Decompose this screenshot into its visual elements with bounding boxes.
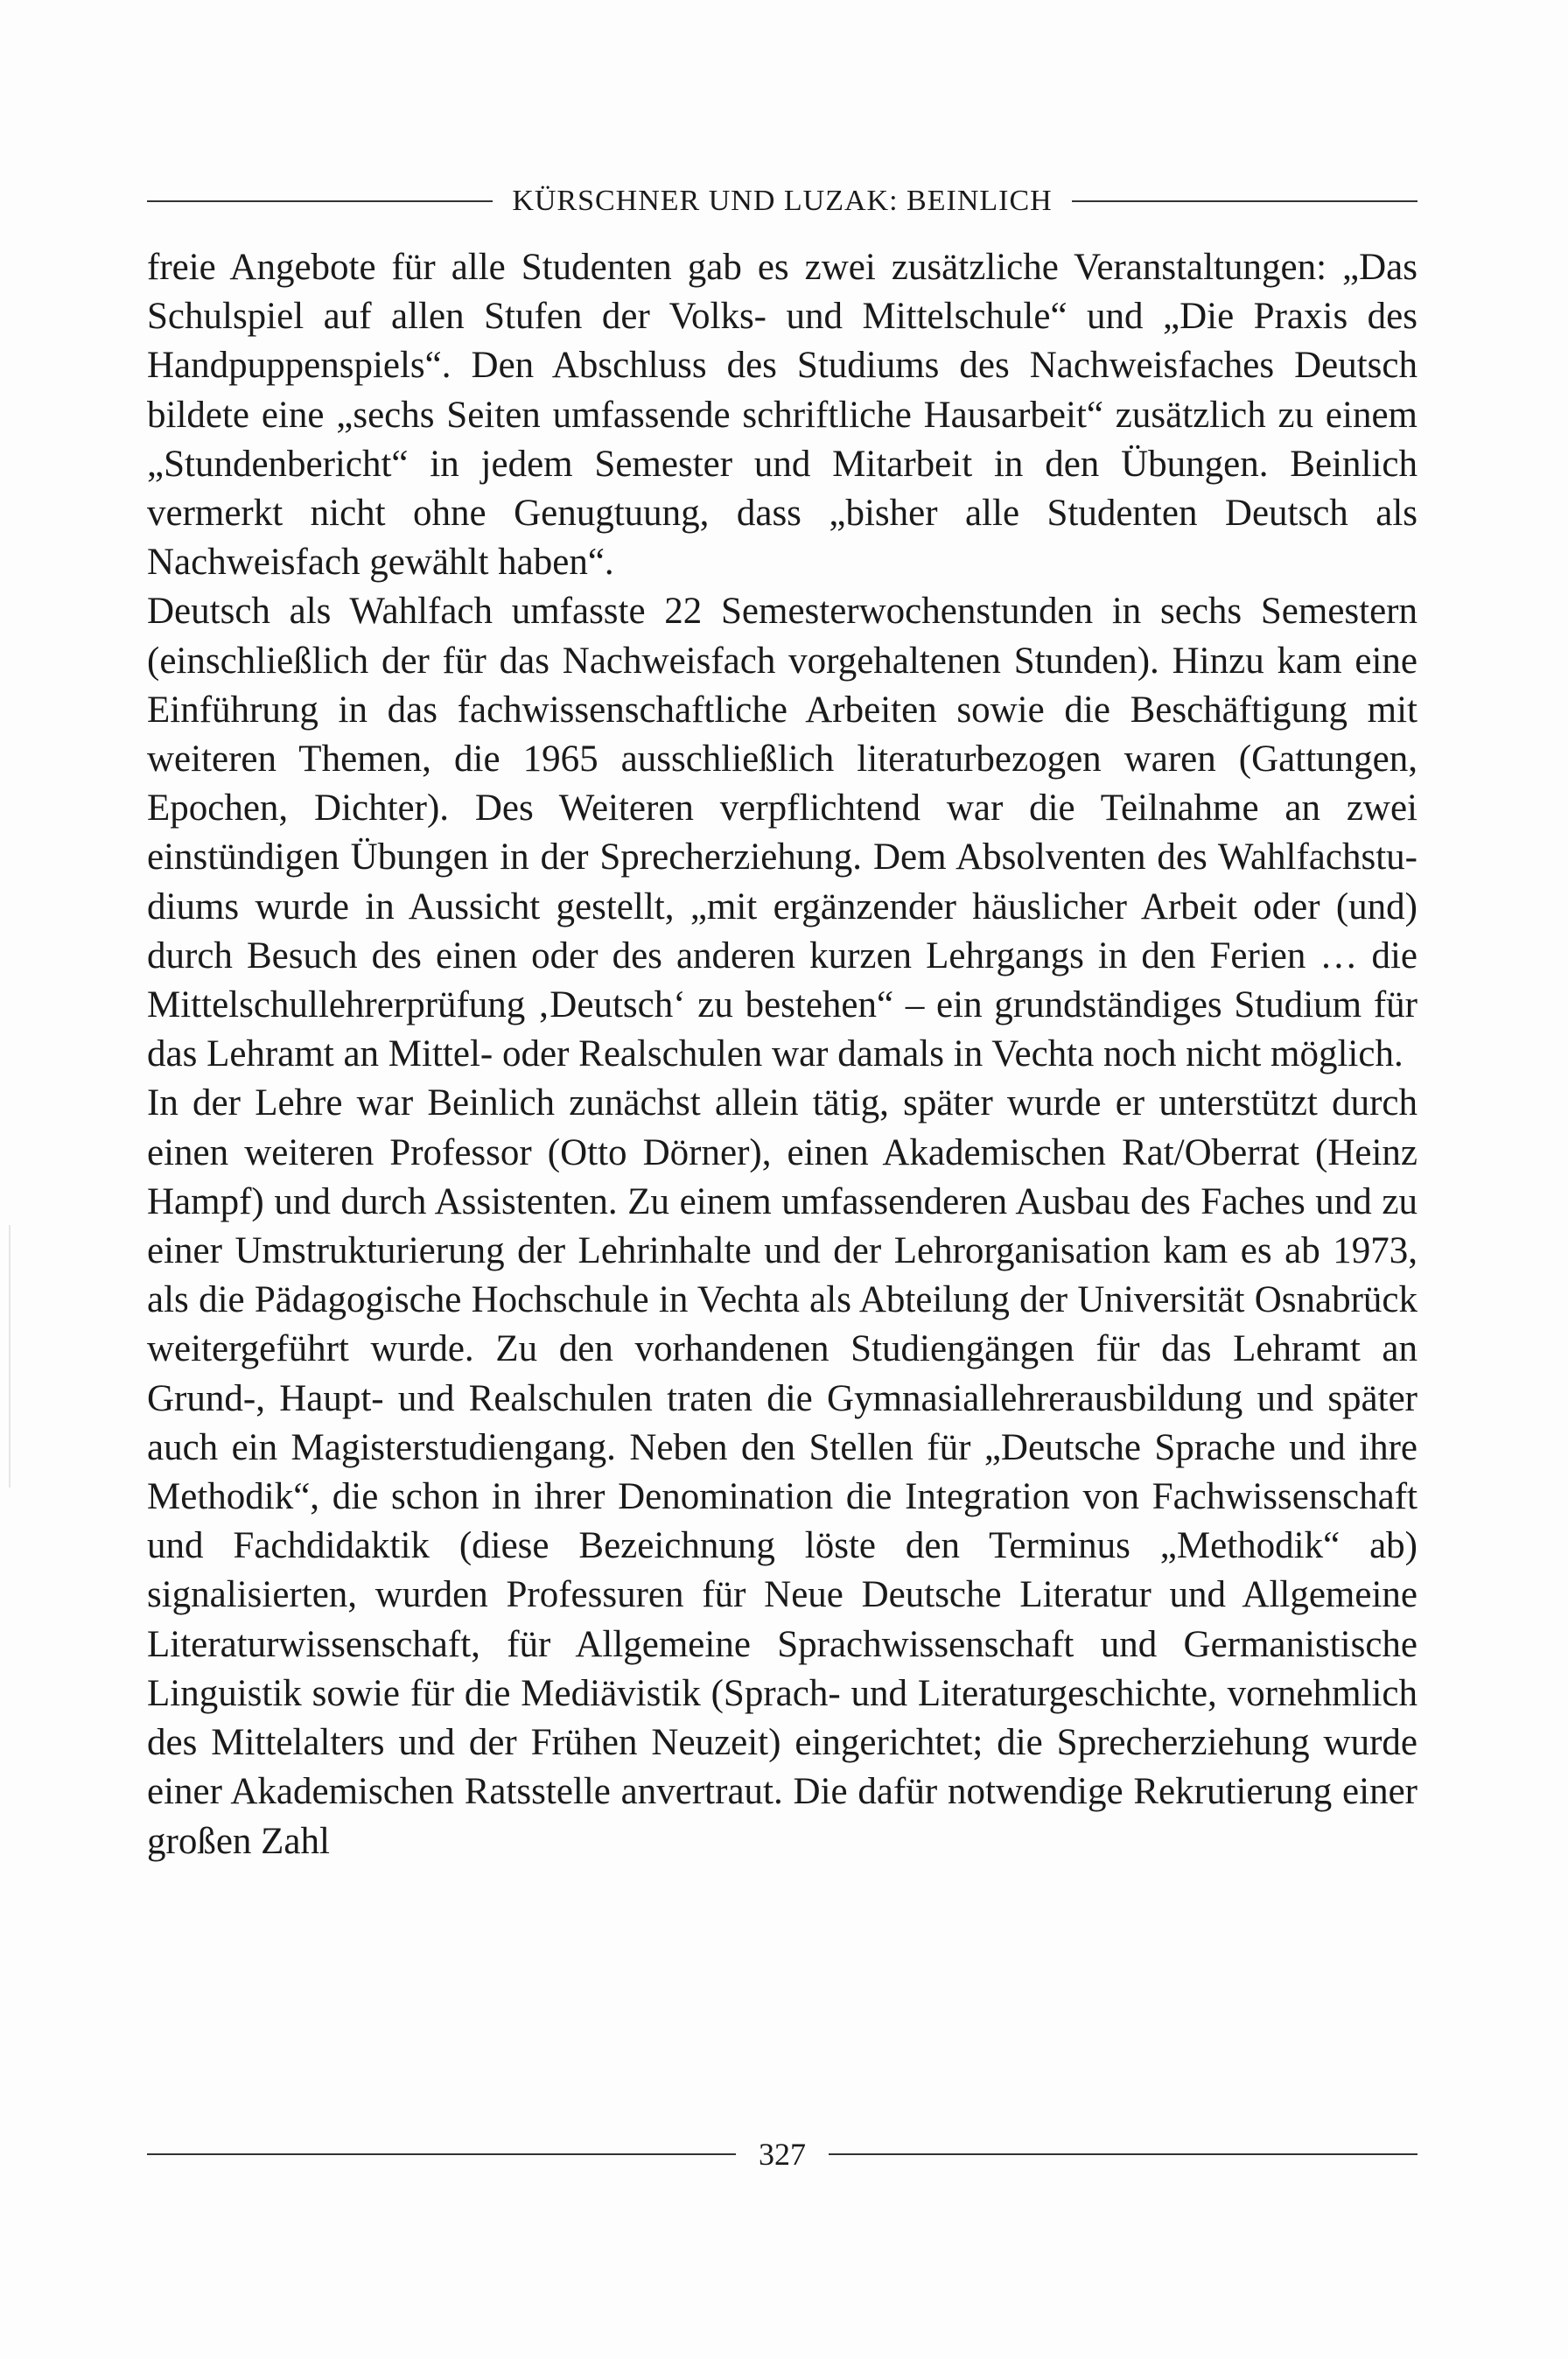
footer-rule-left	[147, 2153, 736, 2155]
header-rule-right	[1072, 200, 1418, 202]
page-footer	[147, 2128, 1418, 2180]
page-number: 327	[759, 2137, 806, 2172]
scan-edge-mark	[9, 1225, 10, 1488]
running-header	[147, 175, 1418, 228]
header-rule-left	[147, 200, 493, 202]
body-text	[147, 243, 1418, 1866]
paragraph-1: freie Angebote für alle Studenten gab es zwei zusätzliche Veranstaltungen: „Das Schulspiel auf allen Stufen der Volks- und Mittelschule“ und „Die Praxis des Handpuppenspiels“. Den Abschluss des Studiums des Nachweisfaches Deutsch bildete eine „sechs Seiten umfassende schriftliche Hausarbeit“ zusätzlich zu einem „Stundenbericht“ in jedem Semester und Mitarbeit in den Übungen. Beinlich vermerkt nicht ohne Genugtuung, dass „bisher alle Studenten Deutsch als Nachweisfach gewählt haben“.	[147, 247, 1418, 584]
paragraph-3: In der Lehre war Beinlich zunächst allein tätig, später wurde er unterstützt durch einen weiteren Professor (Otto Dörner), einen Akademischen Rat/Oberrat (Heinz Hampf) und durch Assistenten. Zu einem umfassenderen Ausbau des Faches und zu einer Umstrukturierung der Lehrinhalte und der Lehrorganisation kam es ab 1973, als die Pädagogische Hochschule in Vechta als Abteilung der Universität Osnabrück weitergeführt wurde. Zu den vorhandenen Studiengängen für das Lehramt an Grund-, Haupt- und Realschulen traten die Gymnasiallehrerausbildung und später auch ein Magisterstudiengang. Neben den Stellen für „Deutsche Sprache und ihre Methodik“, die schon in ihrer Denomination die Integration von Fachwissenschaft und Fachdidaktik (diese Bezeichnung löste den Terminus „Methodik“ ab) signalisierten, wurden Professuren für Neue Deutsche Literatur und Allgemeine Literaturwissenschaft, für Allgemeine Sprachwissenschaft und Germanistische Linguistik sowie für die Mediävistik (Sprach- und Literaturgeschichte, vornehmlich des Mittelalters und der Frühen Neuzeit) eingerichtet; die Sprecherziehung wurde einer Akademischen Ratsstelle anvertraut. Die dafür notwendige Rekrutierung einer großen Zahl	[147, 1082, 1418, 1862]
running-title: KÜRSCHNER UND LUZAK: BEINLICH	[512, 185, 1053, 217]
footer-rule-right	[829, 2153, 1418, 2155]
paragraph-2: Deutsch als Wahlfach umfasste 22 Semesterwochenstunden in sechs Semestern (einschließlich der für das Nachweisfach vorgehaltenen Stunden). Hinzu kam eine Einführung in das fachwissenschaftliche Arbeiten sowie die Beschäftigung mit weiteren Themen, die 1965 ausschließlich literaturbezogen waren (Gattungen, Epochen, Dichter). Des Weiteren verpflichtend war die Teilnahme an zwei einstündigen Übungen in der Sprecherziehung. Dem Absolventen des Wahlfachstudiums wurde in Aussicht gestellt, „mit ergänzender häuslicher Arbeit oder (und) durch Besuch des einen oder des anderen kurzen Lehrgangs in den Ferien … die Mittelschullehrerprüfung ‚Deutsch‘ zu bestehen“ – ein grundständiges Studium für das Lehramt an Mittel- oder Realschulen war damals in Vechta noch nicht möglich.	[147, 591, 1418, 1075]
